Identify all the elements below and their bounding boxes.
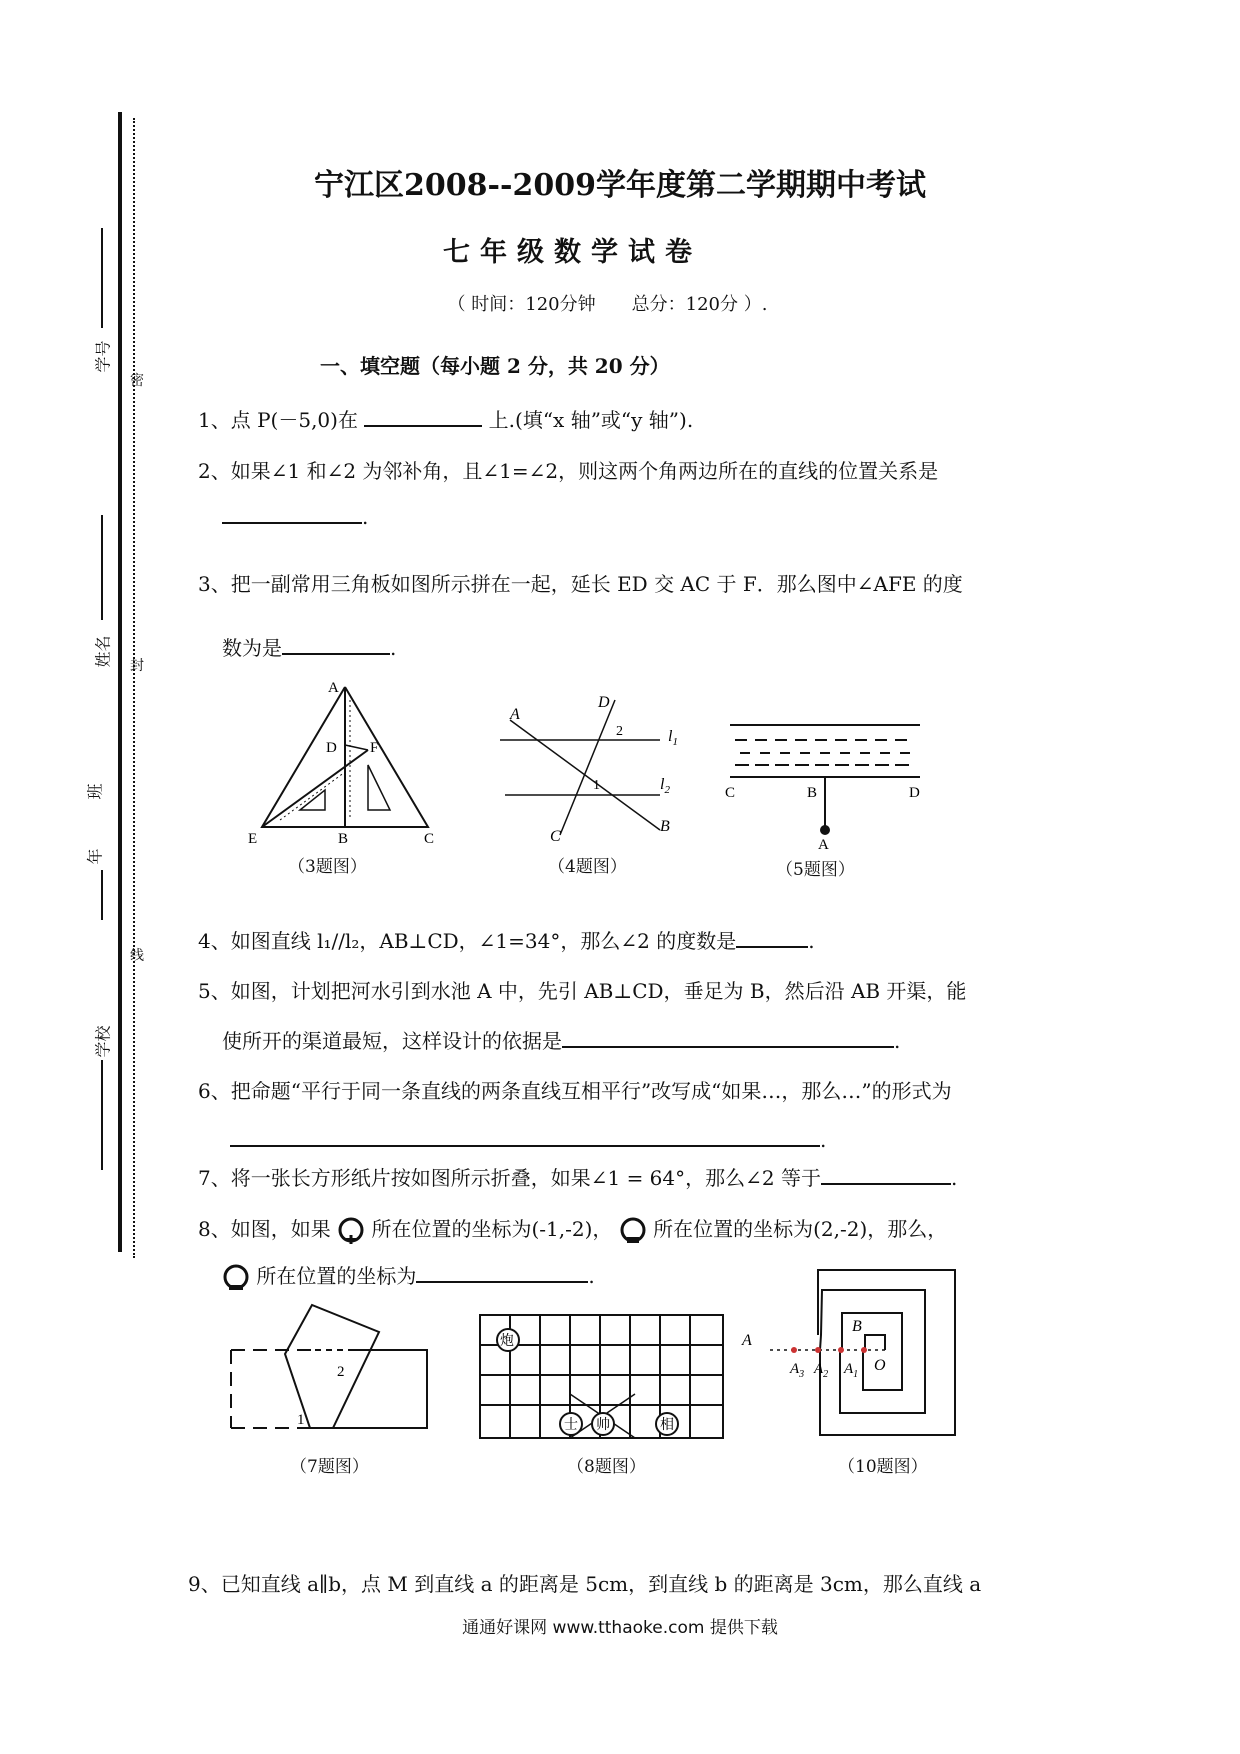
fig10-label-a1: $A_1$ xyxy=(844,1361,859,1380)
question-2: 2、如果∠1 和∠2 为邻补角，且∠1=∠2，则这两个角两边所在的直线的位置关系是 xyxy=(198,459,939,483)
figure-7-folded-paper xyxy=(225,1298,435,1448)
exam-title: 宁江区2008--2009学年度第二学期期中考试 xyxy=(314,168,926,203)
fig4-label-1: 1 xyxy=(593,778,600,793)
figure-4-parallel-lines xyxy=(500,695,700,845)
fig3-label-f: F xyxy=(370,740,379,756)
fig5-label-b: B xyxy=(807,785,818,801)
piece-shuai-icon xyxy=(619,1217,647,1245)
fig5-label-a: A xyxy=(818,837,829,850)
caption-fig5: （5题图） xyxy=(776,860,855,880)
fig7-label-2: 2 xyxy=(337,1364,345,1380)
figure-5-river xyxy=(725,715,930,850)
caption-fig8: （8题图） xyxy=(567,1457,646,1477)
question-8-line2 xyxy=(222,1260,595,1292)
seal-text-mi: 密 xyxy=(130,373,144,389)
q4-end: . xyxy=(808,929,815,953)
question-4 xyxy=(198,925,815,954)
q7-end: . xyxy=(950,1166,958,1190)
fig4-label-b: B xyxy=(660,818,670,835)
fig8-piece-pao: 炮 xyxy=(500,1334,514,1349)
q8-text-d: 所在位置的坐标为 xyxy=(256,1264,417,1288)
q7-text-a: 7、将一张长方形纸片按如图所示折叠，如果∠1 = 64°，那么∠2 等于 xyxy=(198,1166,821,1190)
fig4-label-2: 2 xyxy=(616,724,623,739)
fig3-label-a: A xyxy=(328,680,339,696)
caption-fig4: （4题图） xyxy=(548,857,627,877)
q8-text-c: 所在位置的坐标为(2,-2)，那么， xyxy=(653,1217,948,1241)
question-1 xyxy=(198,404,693,433)
seal-text-xian: 线 xyxy=(130,948,144,964)
q6-answer-blank[interactable] xyxy=(230,1125,820,1147)
margin-label-school: 学校 xyxy=(93,1025,113,1058)
piece-xiang-icon xyxy=(222,1264,250,1292)
margin-label-grade: 年 xyxy=(85,848,105,865)
fig8-piece-shi: 士 xyxy=(564,1418,578,1433)
question-7 xyxy=(198,1162,957,1191)
fig5-label-d: D xyxy=(909,785,920,801)
q8-end: . xyxy=(588,1264,595,1288)
caption-fig3: （3题图） xyxy=(288,857,367,877)
q7-answer-blank[interactable] xyxy=(821,1163,951,1185)
margin-label-name: 姓名 xyxy=(93,635,113,668)
fig3-label-d: D xyxy=(326,740,337,756)
section-heading: 一、填空题（每小题 2 分，共 20 分） xyxy=(320,354,670,378)
q5-text-b: 使所开的渠道最短，这样设计的依据是 xyxy=(222,1029,562,1053)
q1-text-a: 1、点 P(－5,0)在 xyxy=(198,408,358,432)
q8-text-a: 8、如图，如果 xyxy=(198,1217,331,1241)
margin-blank-name xyxy=(101,515,103,620)
fig10-label-o: O xyxy=(874,1357,886,1374)
question-3: 3、把一副常用三角板如图所示拼在一起，延长 ED 交 AC 于 F．那么图中∠AFE 的度 xyxy=(198,572,963,596)
question-6: 6、把命题“平行于同一条直线的两条直线互相平行”改写成“如果…，那么…”的形式为 xyxy=(198,1079,952,1103)
fig10-label-a2: $A_2$ xyxy=(814,1361,829,1380)
fig3-label-e: E xyxy=(248,831,258,847)
question-2-line2 xyxy=(222,502,368,529)
fig7-label-1: 1 xyxy=(297,1412,305,1428)
fig4-label-l1: $l_1$ xyxy=(668,728,678,748)
piece-shi-icon xyxy=(337,1217,365,1245)
q1-text-b: 上.(填“x 轴”或“y 轴”). xyxy=(488,408,694,432)
exam-subtitle: 七年级数学试卷 xyxy=(443,237,702,268)
fig10-label-b: B xyxy=(852,1318,862,1335)
q6-end: . xyxy=(820,1128,827,1152)
question-5-line2 xyxy=(222,1025,900,1054)
seal-text-feng: 封 xyxy=(130,658,144,674)
fig5-label-c: C xyxy=(725,785,736,801)
margin-label-class: 班 xyxy=(85,783,105,800)
caption-fig7: （7题图） xyxy=(290,1457,369,1477)
page-footer: 通通好课网 www.tthaoke.com 提供下载 xyxy=(462,1618,778,1638)
q1-answer-blank[interactable] xyxy=(364,405,482,427)
q2-end: . xyxy=(362,505,369,529)
q4-answer-blank[interactable] xyxy=(736,926,808,948)
q3-text-b: 数为是 xyxy=(222,636,282,660)
margin-blank-school xyxy=(101,1060,103,1170)
figure-10-spiral xyxy=(740,1265,965,1440)
q5-end: . xyxy=(894,1029,901,1053)
fig4-label-a: A xyxy=(510,706,520,723)
fig3-label-b: B xyxy=(338,831,349,847)
caption-fig10: （10题图） xyxy=(838,1457,928,1477)
question-8 xyxy=(198,1213,947,1245)
figure-3-triangles xyxy=(240,680,450,850)
fig4-label-l2: $l_2$ xyxy=(660,776,670,796)
fig10-label-a: A xyxy=(742,1332,752,1349)
margin-label-student-number: 学号 xyxy=(93,340,113,373)
figure-8-chessboard xyxy=(475,1310,725,1440)
q3-answer-blank[interactable] xyxy=(282,633,390,655)
q8-answer-blank[interactable] xyxy=(416,1261,588,1283)
fig3-label-c: C xyxy=(424,831,435,847)
fig10-label-a3: $A_3$ xyxy=(790,1361,805,1380)
q8-text-b: 所在位置的坐标为(-1,-2)， xyxy=(371,1217,613,1241)
question-6-line2 xyxy=(230,1125,826,1152)
question-3-line2 xyxy=(222,632,396,661)
q3-end: . xyxy=(390,636,397,660)
fig8-piece-shuai: 帅 xyxy=(596,1418,610,1433)
margin-blank-grade xyxy=(101,870,103,920)
margin-rule-thick xyxy=(118,112,122,1252)
q5-answer-blank[interactable] xyxy=(562,1026,894,1048)
question-5: 5、如图，计划把河水引到水池 A 中，先引 AB⊥CD，垂足为 B，然后沿 AB 开渠，能 xyxy=(198,979,967,1003)
fig4-label-d: D xyxy=(598,695,610,711)
q2-answer-blank[interactable] xyxy=(222,502,362,524)
question-9: 9、已知直线 a∥b，点 M 到直线 a 的距离是 5cm，到直线 b 的距离是 3cm，那么直线 a xyxy=(188,1572,982,1596)
fig8-piece-xiang: 相 xyxy=(660,1418,674,1433)
fig4-label-c: C xyxy=(550,828,561,845)
exam-time-info: （ 时间：120分钟 总分：120分 ）. xyxy=(447,294,768,315)
q4-text-a: 4、如图直线 l₁//l₂，AB⊥CD，∠1=34°，那么∠2 的度数是 xyxy=(198,929,737,953)
margin-rule-dotted xyxy=(133,118,135,1258)
